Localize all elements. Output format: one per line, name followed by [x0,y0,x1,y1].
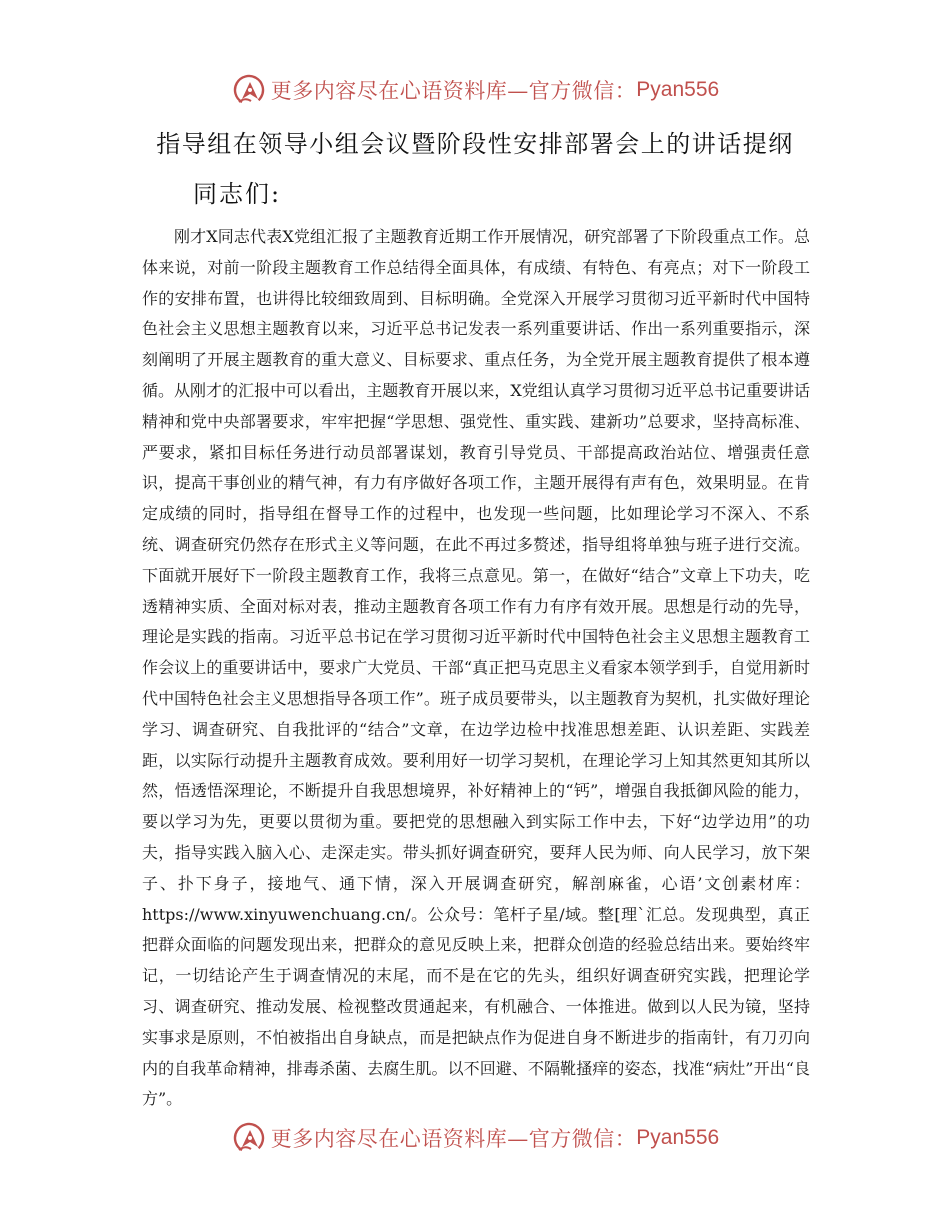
banner-handle: Pyan556 [636,1126,720,1149]
body-paragraph: 刚才X同志代表X党组汇报了主题教育近期工作开展情况，研究部署了下阶段重点工作。总体来说，对前一阶段主题教育工作总结得全面具体，有成绩、有特色、有亮点；对下一阶段工作的安排布置，也讲得比较细致周到、目标明确。全党深入开展学习贯彻习近平新时代中国特色社会主义思想主题教育以来，习近平总书记发表一系列重要讲话、作出一系列重要指示，深刻阐明了开展主题教育的重大意义、目标要求、重点任务，为全党开展主题教育提供了根本遵循。从刚才的汇报中可以看出，主题教育开展以来，X党组认真学习贯彻习近平总书记重要讲话精神和党中央部署要求，牢牢把握“学思想、强党性、重实践、建新功”总要求，坚持高标准、严要求，紧扣目标任务进行动员部署谋划，教育引导党员、干部提高政治站位、增强责任意识，提高干事创业的精气神，有力有序做好各项工作，主题开展得有声有色，效果明显。在肯定成绩的同时，指导组在督导工作的过程中，也发现一些问题，比如理论学习不深入、不系统、调查研究仍然存在形式主义等问题，在此不再过多赘述，指导组将单独与班子进行交流。下面就开展好下一阶段主题教育工作，我将三点意见。第一，在做好“结合”文章上下功夫，吃透精神实质、全面对标对表，推动主题教育各项工作有力有序有效开展。思想是行动的先导，理论是实践的指南。习近平总书记在学习贯彻习近平新时代中国特色社会主义思想主题教育工作会议上的重要讲话中，要求广大党员、干部“真正把马克思主义看家本领学到手，自觉用新时代中国特色社会主义思想指导各项工作”。班子成员要带头，以主题教育为契机，扎实做好理论学习、调查研究、自我批评的“结合”文章，在边学边检中找准思想差距、认识差距、实践差距，以实际行动提升主题教育成效。要利用好一切学习契机，在理论学习上知其然更知其所以然，悟透悟深理论，不断提升自我思想境界，补好精神上的“钙”，增强自我抵御风险的能力，要以学习为先，更要以贯彻为重。要把党的思想融入到实际工作中去，下好“边学边用”的功夫，指导实践入脑入心、走深走实。带头抓好调查研究，要拜人民为师、向人民学习，放下架子、扑下身子，接地气、通下情，深入开展调查研究，解剖麻雀，心语’文创素材库：https://www.xinyuwenchuang.cn/。公众号：笔杆子星/域。整[理`汇总。发现典型，真正把群众面临的问题发现出来，把群众的意见反映上来，把群众创造的经验总结出来。要始终牢记，一切结论产生于调查情况的末尾，而不是在它的先头，组织好调查研究实践，把理论学习、调查研究、推动发展、检视整改贯通起来，有机融合、一体推进。做到以人民为镜，坚持实事求是原则，不怕被指出自身缺点，而是把缺点作为促进自身不断进步的指南针，有刀刃向内的自我革命精神，排毒杀菌、去腐生肌。以不回避、不隔靴搔痒的姿态，找准“病灶”开出“良方”。 [142,227,810,1109]
document-title: 指导组在领导小组会议暨阶段性安排部署会上的讲话提纲 [156,130,794,158]
banner-handle: Pyan556 [636,78,720,101]
pen-nib-circle-icon [231,72,267,108]
pen-nib-circle-icon [231,1120,267,1156]
banner-text: 更多内容尽在心语资料库—官方微信： [270,1127,637,1151]
footer-banner [0,1118,950,1158]
header-banner [0,70,950,110]
salutation: 同志们: [193,180,282,208]
banner-text: 更多内容尽在心语资料库—官方微信： [270,79,637,103]
